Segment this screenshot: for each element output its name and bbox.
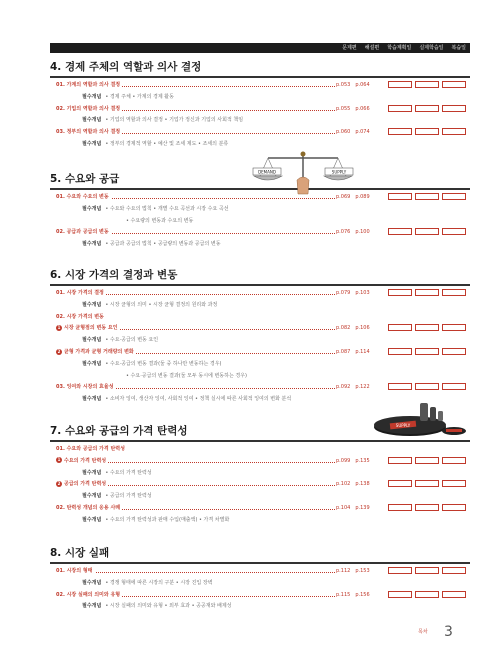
- problem-page-ref[interactable]: p.079: [336, 290, 351, 296]
- solution-page-ref[interactable]: p.103: [355, 290, 370, 296]
- study-date-box[interactable]: [388, 289, 412, 296]
- key-concepts: [66, 204, 486, 214]
- toc-item-label: [56, 288, 106, 298]
- toc-item-label: [56, 192, 111, 202]
- study-date-box[interactable]: [442, 228, 466, 235]
- toc-item-text: 수요의 가격 탄력성: [64, 457, 107, 464]
- page-refs: [336, 227, 386, 237]
- toc-item-text: 균형 가격과 균형 거래량의 변화: [64, 349, 134, 355]
- header-label: 실제학습일: [419, 45, 444, 51]
- key-concepts-text: • 수요의 가격 탄력성: [105, 469, 152, 476]
- problem-page-ref[interactable]: p.102: [336, 481, 351, 488]
- toc-item-label: [56, 566, 95, 576]
- toc-item-label: [56, 590, 122, 600]
- chapter-title: 7. 수요와 공급의 가격 탄력성: [50, 425, 188, 437]
- chapter-title: 5. 수요와 공급: [50, 173, 120, 185]
- chapter-divider: [50, 440, 470, 442]
- study-check-boxes: [388, 193, 466, 200]
- key-concepts-text: • 기업의 역할과 의사 결정 • 기업가 정신과 기업의 사회적 책임: [105, 117, 244, 124]
- toc-item-label: [56, 80, 122, 90]
- solution-page-ref[interactable]: p.135: [355, 457, 370, 464]
- key-concepts-heading: 필수개념: [82, 579, 102, 586]
- study-date-box[interactable]: [388, 591, 412, 598]
- solution-page-ref[interactable]: p.064: [355, 82, 370, 88]
- key-concepts: [66, 578, 486, 588]
- balance-scale-illustration: [248, 146, 358, 196]
- item-number-badge: 1: [57, 324, 61, 330]
- page-refs: [336, 590, 386, 600]
- toc-item[interactable]: [50, 288, 470, 298]
- study-date-box[interactable]: [388, 383, 412, 390]
- study-date-box[interactable]: [388, 228, 412, 235]
- problem-page-ref[interactable]: p.099: [336, 457, 351, 464]
- study-date-box[interactable]: [388, 480, 412, 487]
- study-date-box[interactable]: [415, 504, 439, 511]
- disc-label: SUPPLY: [395, 423, 411, 428]
- study-date-box[interactable]: [388, 128, 412, 135]
- page-refs: [336, 288, 386, 298]
- toc-item-text: 02. 기업의 역할과 의사 결정: [56, 105, 121, 112]
- study-date-box[interactable]: [415, 383, 439, 390]
- problem-page-ref[interactable]: p.087: [336, 349, 351, 355]
- study-check-boxes: [388, 81, 466, 88]
- toc-item-text: 02. 탄력성 개념의 응용 사례: [56, 505, 121, 511]
- study-date-box[interactable]: [388, 567, 412, 574]
- toc-item[interactable]: [50, 590, 470, 600]
- chapter-section: [50, 268, 470, 403]
- page-number: 3: [444, 624, 453, 640]
- study-check-boxes: [388, 348, 466, 355]
- chapter-title: 8. 시장 실패: [50, 547, 110, 559]
- toc-item-text: 공급의 가격 탄력성: [64, 481, 107, 488]
- key-concepts-heading: 필수개념: [82, 360, 102, 367]
- study-date-box[interactable]: [442, 457, 466, 464]
- problem-page-ref[interactable]: p.076: [336, 229, 351, 236]
- key-concepts-heading: 필수개념: [82, 301, 102, 308]
- problem-page-ref[interactable]: p.053: [336, 82, 351, 88]
- toc-item-label: [56, 323, 120, 333]
- header-bar: [50, 43, 470, 53]
- key-concepts-text: • 수요량의 변동과 수요의 변동: [126, 217, 194, 224]
- problem-page-ref[interactable]: p.069: [336, 194, 351, 200]
- chapter-title: 4. 경제 주체의 역할과 의사 결정: [50, 61, 202, 73]
- solution-page-ref[interactable]: p.114: [355, 349, 370, 355]
- toc-item-text: 01. 시장의 형태: [56, 568, 93, 574]
- toc-item-text: 01. 수요와 수요의 변동: [56, 194, 109, 200]
- key-concepts-line: [82, 300, 217, 310]
- header-label: 해설편: [364, 45, 380, 51]
- key-concepts-text: • 공급의 가격 탄력성: [105, 493, 152, 500]
- problem-page-ref[interactable]: p.060: [336, 129, 351, 136]
- toc-subheading-text: 02. 시장 가격의 변동: [56, 313, 104, 320]
- key-concepts-heading: 필수개념: [82, 93, 102, 100]
- key-concepts-heading: 필수개념: [82, 141, 102, 147]
- study-check-boxes: [388, 383, 466, 390]
- solution-page-ref[interactable]: p.066: [355, 105, 370, 112]
- solution-page-ref[interactable]: p.089: [355, 194, 370, 200]
- study-date-box[interactable]: [388, 193, 412, 200]
- chapter-section: [50, 60, 470, 147]
- key-concepts-line: [82, 204, 229, 214]
- toc-item-text: 01. 시장 가격의 결정: [56, 290, 104, 296]
- footer-label: 목차: [418, 629, 428, 635]
- key-concepts-text: • 경제 주체 • 가계의 경제 활동: [105, 93, 174, 100]
- solution-page-ref[interactable]: p.156: [355, 591, 370, 598]
- key-concepts: [66, 515, 486, 525]
- key-concepts: [66, 601, 486, 611]
- key-concepts-line: [82, 359, 222, 369]
- study-date-box[interactable]: [388, 81, 412, 88]
- solution-page-ref[interactable]: p.122: [355, 384, 370, 391]
- study-date-box[interactable]: [442, 504, 466, 511]
- key-concepts: [66, 92, 486, 102]
- study-date-box[interactable]: [415, 480, 439, 487]
- study-date-box[interactable]: [388, 324, 412, 331]
- key-concepts: [66, 468, 486, 478]
- toc-item-text: 02. 공급과 공급의 변동: [56, 229, 109, 236]
- problem-page-ref[interactable]: p.092: [336, 384, 351, 391]
- page-refs: [336, 80, 386, 90]
- key-concepts-text: • 소비자 잉여, 생산자 잉여, 사회적 잉여 • 정책 실시에 따른 사회적 잉여의 변화 분석: [105, 396, 292, 403]
- problem-page-ref[interactable]: p.104: [336, 505, 351, 511]
- key-concepts: [66, 115, 486, 125]
- study-check-boxes: [388, 591, 466, 598]
- key-concepts-text: • 공급과 공급의 법칙 • 공급량의 변동과 공급의 변동: [105, 241, 221, 248]
- problem-page-ref[interactable]: p.115: [336, 591, 351, 598]
- toc-subheading: [50, 444, 470, 454]
- toc-item-text: 03. 정부의 역할과 의사 결정: [56, 129, 121, 136]
- key-concepts-text: • 정부의 경제적 역할 • 예산 및 조세 제도 • 조세의 분류: [105, 141, 229, 147]
- toc-item[interactable]: [50, 127, 470, 137]
- study-date-box[interactable]: [415, 128, 439, 135]
- chapter-title: 6. 시장 가격의 결정과 변동: [50, 269, 178, 281]
- key-concepts-heading: 필수개념: [82, 337, 102, 344]
- page-refs: [336, 104, 386, 114]
- key-concepts-line: [82, 468, 152, 478]
- study-date-box[interactable]: [415, 289, 439, 296]
- study-date-box[interactable]: [442, 348, 466, 355]
- key-concepts-heading: 필수개념: [82, 396, 102, 403]
- solution-page-ref[interactable]: p.153: [355, 568, 370, 574]
- key-concepts-line: [82, 239, 221, 249]
- toc-item-text: 02. 시장 실패의 의미와 유형: [56, 591, 121, 598]
- study-date-box[interactable]: [442, 105, 466, 112]
- scale-right-label: SUPPLY: [331, 169, 347, 175]
- key-concepts-line: [82, 115, 243, 125]
- toc-item[interactable]: [50, 347, 470, 357]
- toc-item[interactable]: [50, 104, 470, 114]
- chapter-divider: [50, 562, 470, 564]
- chapter-divider: [50, 76, 470, 78]
- toc-item[interactable]: [50, 479, 470, 489]
- key-concepts-line: [82, 515, 229, 525]
- page-refs: [336, 456, 386, 466]
- item-number-badge: 2: [57, 480, 61, 486]
- solution-page-ref[interactable]: p.074: [355, 129, 370, 136]
- toc-item[interactable]: [50, 323, 470, 333]
- study-check-boxes: [388, 105, 466, 112]
- page-refs: [336, 347, 386, 357]
- key-concepts-heading: 필수개념: [82, 205, 102, 212]
- key-concepts-line: [82, 491, 152, 501]
- study-date-box[interactable]: [442, 81, 466, 88]
- study-date-box[interactable]: [442, 383, 466, 390]
- study-date-box[interactable]: [442, 289, 466, 296]
- key-concepts-line: [82, 578, 212, 588]
- study-date-box[interactable]: [388, 348, 412, 355]
- key-concepts-heading: 필수개념: [82, 241, 102, 248]
- page-refs: [336, 323, 386, 333]
- toc-subheading: [50, 312, 470, 322]
- scale-left-label: DEMAND: [258, 169, 276, 175]
- supply-disc-illustration: [370, 395, 470, 440]
- toc-item-label: [56, 456, 108, 466]
- study-check-boxes: [388, 567, 466, 574]
- dot-leader: [56, 572, 335, 573]
- problem-page-ref[interactable]: p.082: [336, 325, 351, 332]
- toc-item-label: [56, 382, 116, 392]
- study-check-boxes: [388, 324, 466, 331]
- page-refs: [336, 566, 386, 576]
- header-label: 문제편: [342, 45, 357, 51]
- key-concepts: [66, 239, 486, 249]
- solution-page-ref[interactable]: p.100: [355, 229, 370, 236]
- solution-page-ref[interactable]: p.106: [355, 325, 370, 332]
- toc-item[interactable]: [50, 566, 470, 576]
- study-date-box[interactable]: [388, 105, 412, 112]
- key-concepts-text: • 수요·공급의 변동 요인: [105, 337, 159, 344]
- key-concepts: [66, 359, 486, 369]
- key-concepts-text: • 수요와 수요의 법칙 • 개별 수요 곡선과 시장 수요 곡선: [105, 205, 229, 212]
- key-concepts-text: • 수요·공급의 변동 결과(둘 모두 동시에 변동하는 경우): [126, 372, 247, 379]
- study-date-box[interactable]: [415, 105, 439, 112]
- key-concepts: [66, 335, 486, 345]
- toc-item-text: 01. 가계의 역할과 의사 결정: [56, 82, 121, 88]
- header-label: 복습일: [451, 45, 466, 51]
- key-concepts-text: • 시장 실패의 의미와 유형 • 외부 효과 • 공공재와 배제성: [105, 603, 232, 610]
- key-concepts-continued: [88, 371, 500, 381]
- toc-item[interactable]: [50, 80, 470, 90]
- study-date-box[interactable]: [388, 504, 412, 511]
- study-check-boxes: [388, 128, 466, 135]
- toc-item-label: [56, 227, 111, 237]
- key-concepts-line: [82, 92, 174, 102]
- toc-item[interactable]: [50, 227, 470, 237]
- key-concepts-heading: 필수개념: [82, 469, 102, 476]
- header-labels: [342, 43, 466, 53]
- study-check-boxes: [388, 457, 466, 464]
- key-concepts-continued: [88, 216, 500, 226]
- solution-page-ref[interactable]: p.138: [355, 481, 370, 488]
- toc-subheading-text: 01. 수요와 공급의 가격 탄력성: [56, 446, 125, 452]
- page-refs: [336, 382, 386, 392]
- chapter-section: [50, 546, 470, 610]
- study-date-box[interactable]: [442, 591, 466, 598]
- study-date-box[interactable]: [442, 128, 466, 135]
- item-number-badge: 2: [57, 348, 61, 354]
- toc-item-label: [56, 503, 122, 513]
- study-date-box[interactable]: [415, 591, 439, 598]
- toc-item-label: [56, 127, 122, 137]
- study-check-boxes: [388, 289, 466, 296]
- key-concepts: [66, 491, 486, 501]
- key-concepts-heading: 필수개념: [82, 117, 102, 124]
- key-concepts-text: • 시장 균형의 의미 • 시장 균형 결정의 원리와 과정: [105, 301, 218, 308]
- key-concepts: [66, 300, 486, 310]
- toc-item-label: [56, 347, 136, 357]
- study-date-box[interactable]: [415, 193, 439, 200]
- key-concepts-line: [82, 601, 232, 611]
- key-concepts-line: [82, 335, 158, 345]
- page-refs: [336, 503, 386, 513]
- study-check-boxes: [388, 504, 466, 511]
- study-check-boxes: [388, 228, 466, 235]
- key-concepts-heading: 필수개념: [82, 493, 102, 500]
- problem-page-ref[interactable]: p.112: [336, 568, 351, 574]
- key-concepts-text: • 경쟁 형태에 따른 시장의 구분 • 시장 진입 장벽: [105, 579, 213, 586]
- study-date-box[interactable]: [442, 324, 466, 331]
- toc-item-label: [56, 104, 122, 114]
- problem-page-ref[interactable]: p.055: [336, 105, 351, 112]
- page-refs: [336, 479, 386, 489]
- study-date-box[interactable]: [442, 567, 466, 574]
- study-check-boxes: [388, 480, 466, 487]
- key-concepts-heading: 필수개념: [82, 516, 102, 523]
- page-refs: [336, 127, 386, 137]
- item-number-badge: 1: [57, 457, 61, 463]
- toc-item[interactable]: [50, 382, 470, 392]
- study-date-box[interactable]: [415, 81, 439, 88]
- key-concepts-line: [82, 394, 291, 404]
- toc-item-text: 03. 잉여와 시장의 효율성: [56, 384, 114, 391]
- study-date-box[interactable]: [415, 348, 439, 355]
- toc-item[interactable]: [50, 456, 470, 466]
- study-date-box[interactable]: [442, 193, 466, 200]
- solution-page-ref[interactable]: p.139: [355, 505, 370, 511]
- study-date-box[interactable]: [415, 567, 439, 574]
- study-date-box[interactable]: [442, 480, 466, 487]
- key-concepts-line: [82, 139, 228, 149]
- study-date-box[interactable]: [415, 324, 439, 331]
- chapter-divider: [50, 284, 470, 286]
- study-date-box[interactable]: [415, 457, 439, 464]
- header-label: 학습계획일: [387, 45, 412, 51]
- toc-item-text: 시장 균형점의 변동 요인: [64, 325, 118, 332]
- toc-item-label: [56, 479, 108, 489]
- key-concepts-text: • 수요·공급의 변동 결과(둘 중 하나만 변동하는 경우): [105, 360, 222, 367]
- key-concepts-heading: 필수개념: [82, 603, 102, 610]
- study-date-box[interactable]: [415, 228, 439, 235]
- toc-item[interactable]: [50, 503, 470, 513]
- key-concepts-text: • 수요의 가격 탄력성과 판매 수입(매출액) • 가격 차별화: [105, 516, 230, 523]
- study-date-box[interactable]: [388, 457, 412, 464]
